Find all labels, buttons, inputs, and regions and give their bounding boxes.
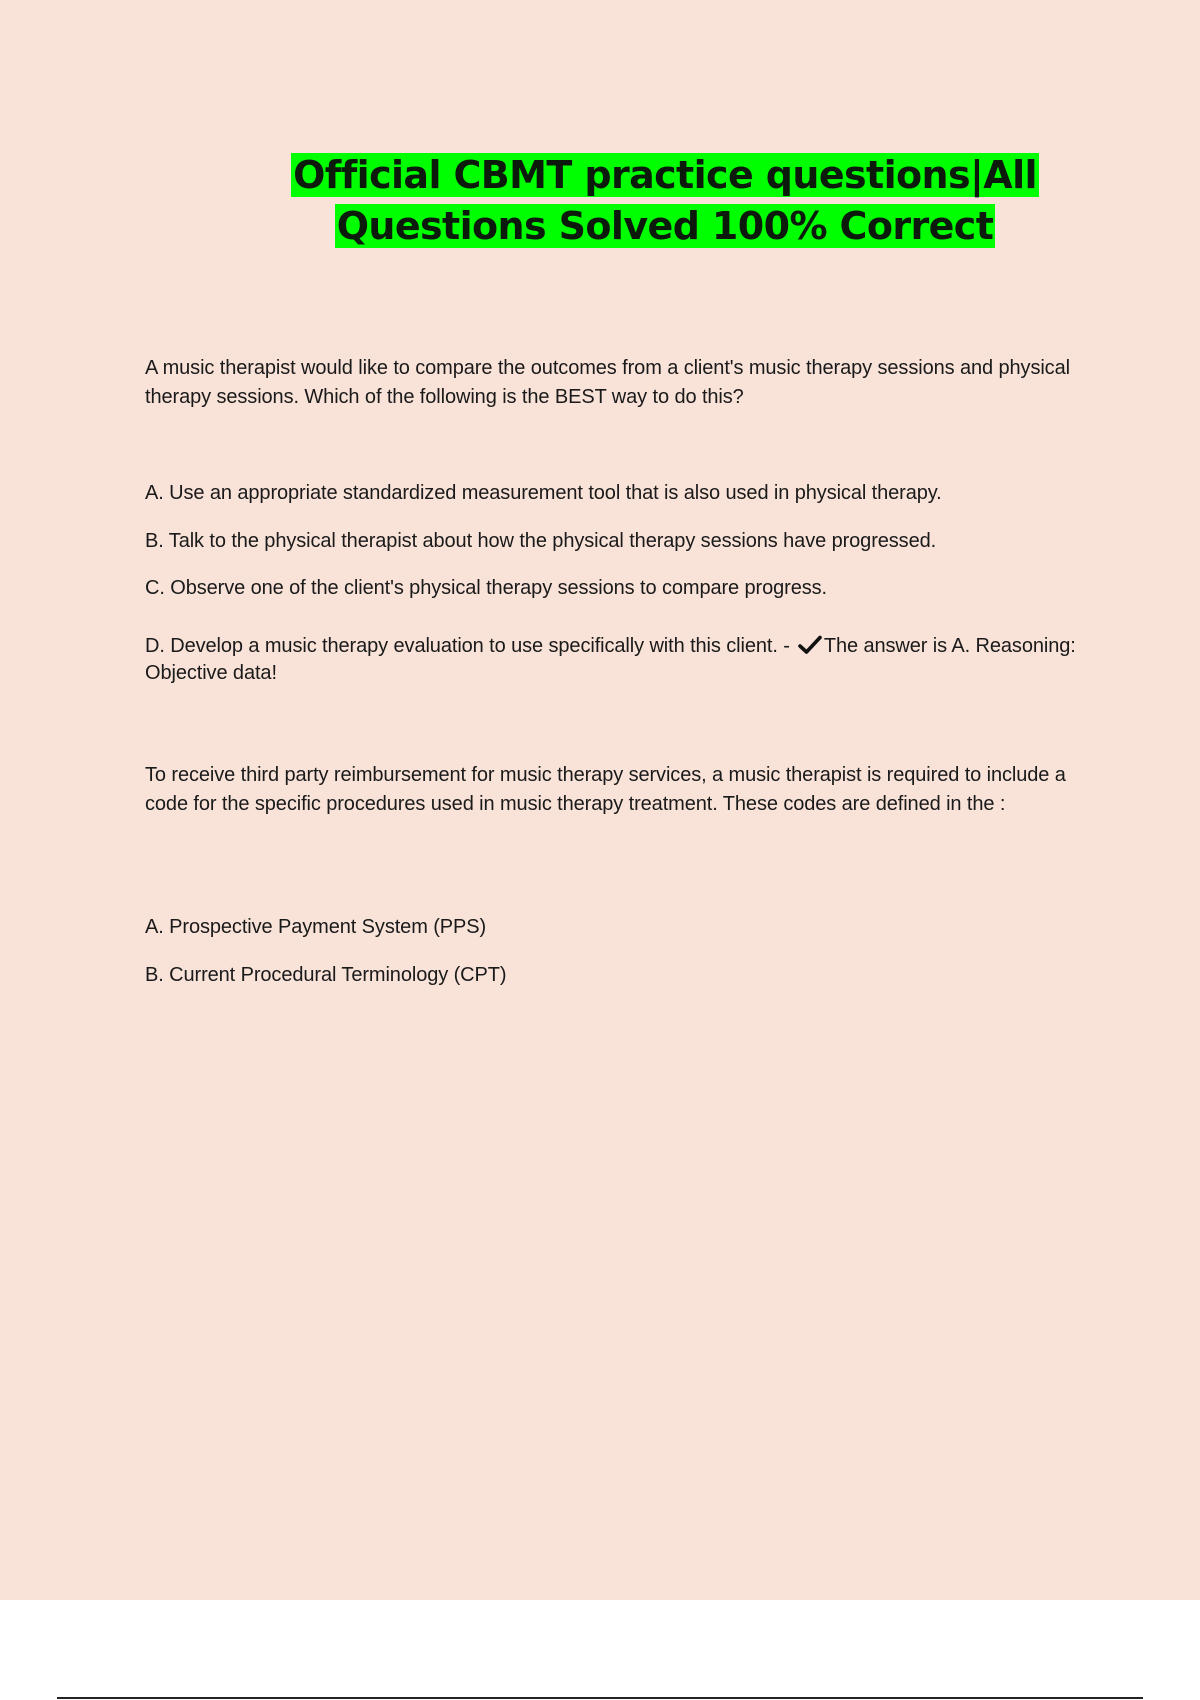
question-1-option-d-text: D. Develop a music therapy evaluation to use specifically with this client. - [145, 635, 790, 657]
question-1-text: A music therapist would like to compare the outcomes from a client's music therapy sessions and physical therapy sessions. Which of the following is the BEST way to do this? [145, 357, 1070, 408]
question-1-option-d [145, 633, 1085, 687]
question-1-option-c: C. Observe one of the client's physical therapy sessions to compare progress. [145, 577, 828, 599]
checkmark-icon [798, 635, 822, 655]
question-1-option-b: B. Talk to the physical therapist about how the physical therapy sessions have progressed. [145, 530, 937, 552]
question-1-option-a: A. Use an appropriate standardized measurement tool that is also used in physical therapy. [145, 482, 942, 504]
question-2-text: To receive third party reimbursement for music therapy services, a music therapist is required to include a code for the specific procedures used in music therapy treatment. These codes are defined in the : [145, 764, 1066, 815]
title-line-2: Questions Solved 100% Correct [336, 204, 994, 248]
footer-divider [57, 1697, 1143, 1699]
question-2-option-a: A. Prospective Payment System (PPS) [145, 916, 487, 938]
question-1-answer: The answer is A. Reasoning: Objective data! [145, 635, 1076, 684]
title-line-1: Official CBMT practice questions|All [293, 153, 1037, 197]
document-title [0, 150, 1200, 252]
question-2-option-b: B. Current Procedural Terminology (CPT) [145, 964, 507, 986]
